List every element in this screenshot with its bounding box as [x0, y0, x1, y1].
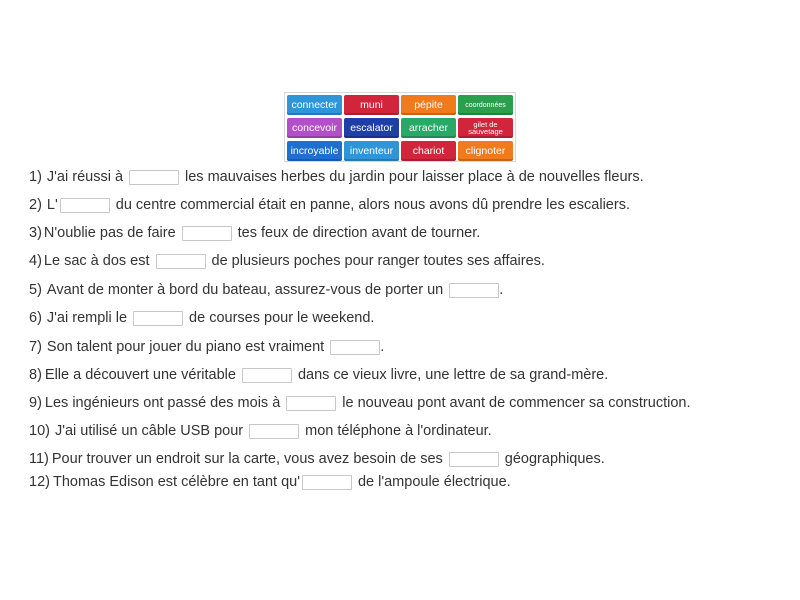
sentence-number: 11)	[29, 451, 49, 467]
sentence-2	[29, 195, 630, 215]
sentence-text-before: Thomas Edison est célèbre en tant qu'	[52, 474, 300, 490]
sentence-text-after: de plusieurs poches pour ranger toutes ses affaires.	[211, 253, 545, 269]
answer-blank-2[interactable]	[60, 198, 110, 213]
tile-arracher[interactable]: arracher	[401, 118, 456, 138]
sentence-number: 7)	[29, 339, 42, 355]
answer-blank-12[interactable]	[302, 475, 352, 490]
tile-clignoter[interactable]: clignoter	[458, 141, 513, 161]
sentence-7	[29, 337, 384, 357]
sentence-text-before: N'oublie pas de faire	[43, 225, 176, 241]
sentence-text-before: Les ingénieurs ont passé des mois à	[44, 395, 281, 411]
sentence-3	[29, 223, 480, 243]
sentence-12	[29, 472, 511, 492]
tile-muni[interactable]: muni	[344, 95, 399, 115]
answer-blank-3[interactable]	[182, 226, 232, 241]
word-bank	[284, 92, 516, 162]
sentence-text-before: Avant de monter à bord du bateau, assurez-vous de porter un	[46, 282, 444, 298]
sentence-number: 12)	[29, 474, 50, 490]
sentence-text-before: Elle a découvert une véritable	[44, 367, 236, 383]
sentence-text-before: J'ai utilisé un câble USB pour	[54, 423, 244, 439]
sentence-text-before: L'	[46, 197, 58, 213]
sentence-text-after: de courses pour le weekend.	[189, 310, 375, 326]
tile-gilet-de-sauvetage[interactable]: gilet de sauvetage	[458, 118, 513, 138]
answer-blank-10[interactable]	[249, 424, 299, 439]
sentence-text-after: dans ce vieux livre, une lettre de sa grand-mère.	[297, 367, 609, 383]
sentence-text-after: les mauvaises herbes du jardin pour laisser place à de nouvelles fleurs.	[185, 169, 644, 185]
tile-escalator[interactable]: escalator	[344, 118, 399, 138]
sentence-text-before: Son talent pour jouer du piano est vraiment	[46, 339, 325, 355]
sentence-text-after: le nouveau pont avant de commencer sa construction.	[342, 395, 691, 411]
tile-coordonnees[interactable]: coordonnées	[458, 95, 513, 115]
sentence-number: 1)	[29, 169, 42, 185]
answer-blank-11[interactable]	[449, 452, 499, 467]
sentence-10	[29, 421, 492, 441]
sentence-text-before: J'ai réussi à	[46, 169, 124, 185]
answer-blank-9[interactable]	[286, 396, 336, 411]
sentence-5	[29, 280, 503, 300]
sentence-text-after: tes feux de direction avant de tourner.	[237, 225, 481, 241]
sentence-text-after: géographiques.	[504, 451, 605, 467]
sentence-number: 5)	[29, 282, 42, 298]
tile-inventeur[interactable]: inventeur	[344, 141, 399, 161]
sentence-4	[29, 251, 545, 271]
answer-blank-1[interactable]	[129, 170, 179, 185]
sentence-8	[29, 365, 608, 385]
sentence-text-after: de l'ampoule électrique.	[357, 474, 511, 490]
sentence-number: 2)	[29, 197, 42, 213]
answer-blank-6[interactable]	[133, 311, 183, 326]
tile-concevoir[interactable]: concevoir	[287, 118, 342, 138]
answer-blank-8[interactable]	[242, 368, 292, 383]
sentence-number: 8)	[29, 367, 42, 383]
sentence-number: 10)	[29, 423, 50, 439]
sentence-number: 6)	[29, 310, 42, 326]
sentence-text-after: .	[380, 339, 385, 355]
tile-connecter[interactable]: connecter	[287, 95, 342, 115]
sentence-9	[29, 393, 691, 413]
tile-pepite[interactable]: pépite	[401, 95, 456, 115]
answer-blank-5[interactable]	[449, 283, 499, 298]
tile-incroyable[interactable]: incroyable	[287, 141, 342, 161]
sentence-number: 4)	[29, 253, 42, 269]
sentence-text-after: du centre commercial était en panne, alors nous avons dû prendre les escaliers.	[115, 197, 630, 213]
sentence-11	[29, 449, 605, 469]
sentence-text-after: .	[499, 282, 504, 298]
sentence-number: 3)	[29, 225, 42, 241]
sentence-1	[29, 167, 644, 187]
sentence-text-before: Le sac à dos est	[43, 253, 150, 269]
sentence-6	[29, 308, 374, 328]
answer-blank-7[interactable]	[330, 340, 380, 355]
sentence-text-after: mon téléphone à l'ordinateur.	[305, 423, 492, 439]
sentence-text-before: J'ai rempli le	[46, 310, 128, 326]
sentence-text-before: Pour trouver un endroit sur la carte, vous avez besoin de ses	[51, 451, 443, 467]
sentence-number: 9)	[29, 395, 42, 411]
answer-blank-4[interactable]	[156, 254, 206, 269]
tile-chariot[interactable]: chariot	[401, 141, 456, 161]
